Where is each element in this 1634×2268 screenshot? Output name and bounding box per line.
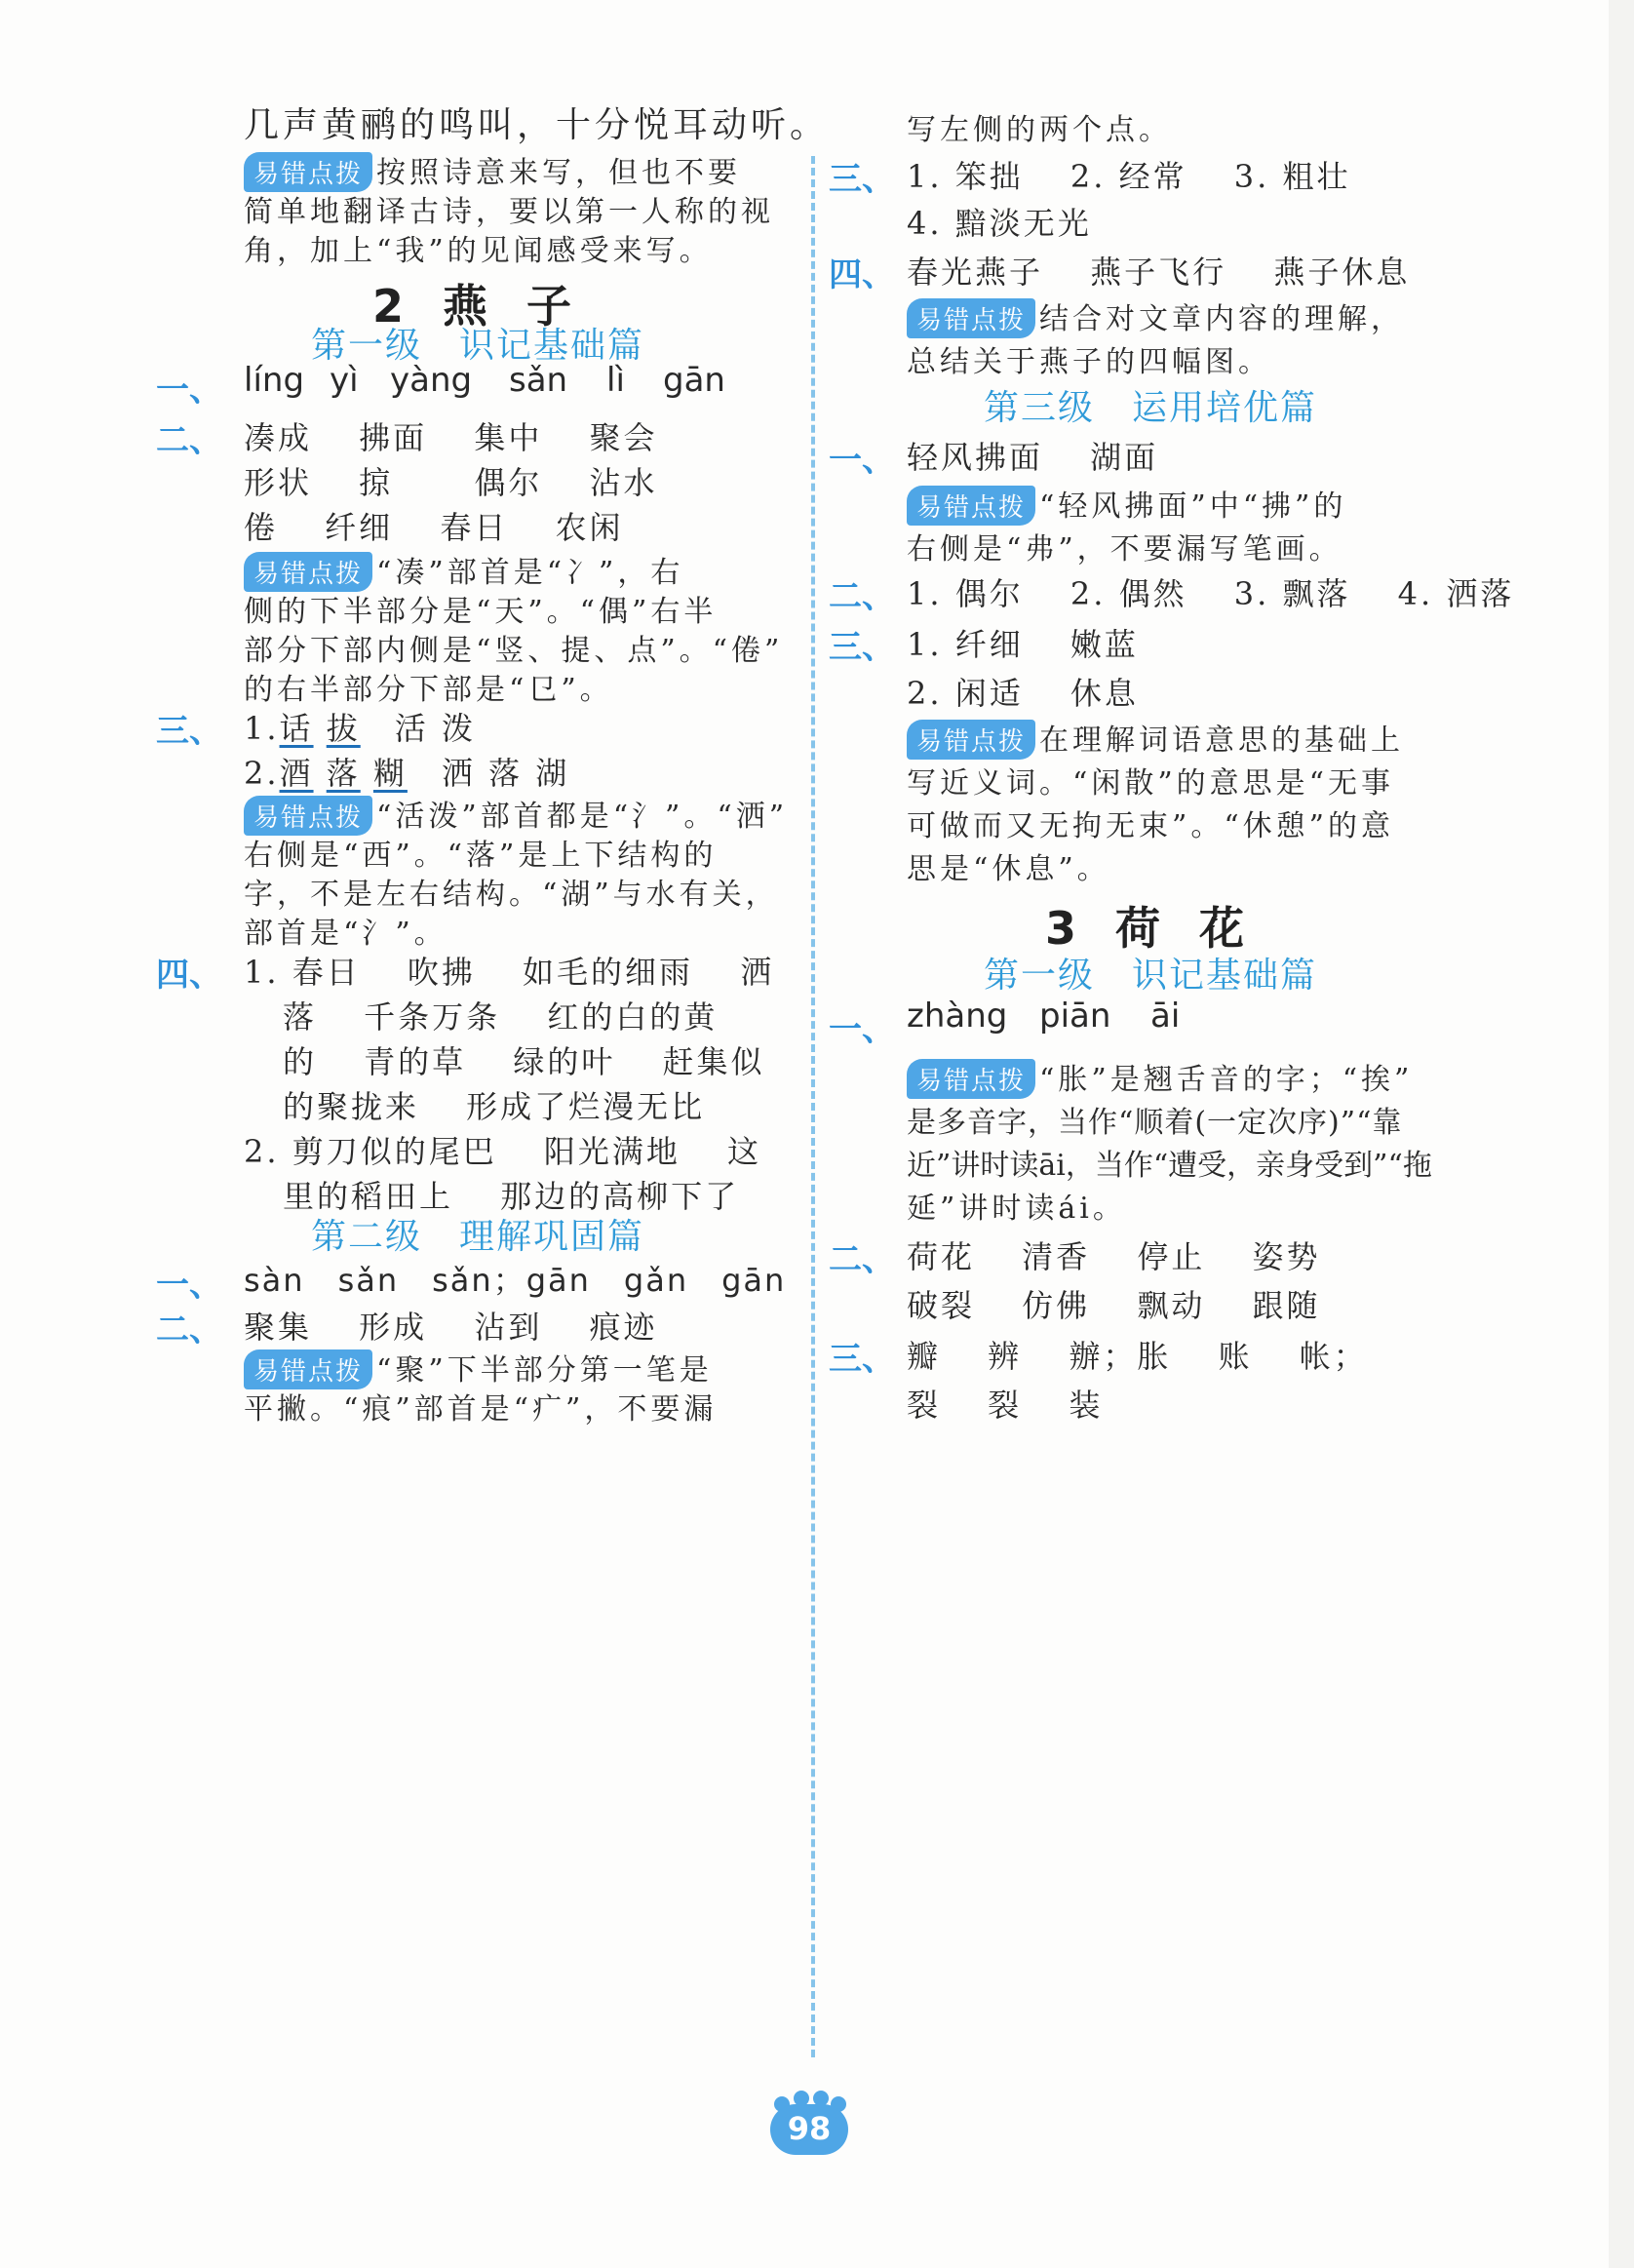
- question-number: 二、: [156, 421, 222, 460]
- level-title: 第一级 识记基础篇: [983, 956, 1317, 996]
- tip-text: 部分下部内侧是“竖、提、点”。“倦”: [244, 634, 784, 668]
- top-line: 几声黄鹂的鸣叫，十分悦耳动听。: [244, 105, 830, 145]
- answer-line: 的 青的草 绿的叶 赶集似: [283, 1043, 765, 1080]
- answer-text: 洒 落 湖: [407, 755, 570, 792]
- underlined-char: 酒: [279, 755, 314, 792]
- pinyin-answer: sǎn: [509, 361, 568, 400]
- lesson-title: 3 荷 花: [1044, 902, 1257, 955]
- answer-line: 2. 闲适 休息: [907, 675, 1139, 712]
- tip-text: 侧的下半部分是“天”。“偶”右半: [244, 595, 718, 629]
- pinyin-answer: yì: [330, 361, 359, 400]
- tip-text: “胀”是翘舌音的字；“挨”: [1039, 1063, 1414, 1097]
- question-number: 一、: [829, 1010, 895, 1049]
- question-number: 二、: [829, 577, 895, 616]
- tip-label: 易错点拨: [244, 552, 372, 592]
- question-number: 一、: [156, 371, 222, 410]
- tip-label: 易错点拨: [907, 298, 1035, 338]
- underlined-char: 话: [279, 710, 314, 747]
- tip-text: 写近义词。“闲散”的意思是“无事: [907, 766, 1395, 801]
- underlined-char: 拔: [326, 710, 361, 747]
- tip-text: 写左侧的两个点。: [907, 113, 1172, 147]
- page-number-badge: [770, 2096, 848, 2155]
- pinyin-answer: yàng: [390, 361, 473, 400]
- tip-text: 右侧是“弗”，不要漏写笔画。: [907, 532, 1342, 567]
- item-number: 1.: [244, 710, 280, 747]
- tip-paragraph: [244, 148, 741, 192]
- answer-line: 聚集 形成 沾到 痕迹: [244, 1309, 658, 1346]
- underlined-char: 落: [326, 755, 361, 792]
- answer-line: 凑成 拂面 集中 聚会: [244, 419, 658, 456]
- answer-text: 活 泼: [360, 710, 476, 747]
- level-title: 第一级 识记基础篇: [310, 326, 644, 366]
- tip-text: 部首是“氵”。: [244, 917, 447, 951]
- tip-paragraph: [907, 294, 1404, 338]
- question-number: 二、: [829, 1240, 895, 1279]
- underlined-char: 糊: [372, 755, 408, 792]
- answer-line: 轻风拂面 湖面: [907, 439, 1159, 476]
- answer-line: 2. 剪刀似的尾巴 阳光满地 这: [244, 1133, 762, 1170]
- tip-text: 平撇。“痕”部首是“疒”，不要漏: [244, 1392, 718, 1427]
- question-number: 三、: [156, 712, 222, 751]
- question-number: 一、: [829, 441, 895, 480]
- pinyin-answer: gān: [663, 361, 725, 400]
- question-number: 一、: [156, 1266, 222, 1305]
- tip-text: 的右半部分下部是“㔾”。: [244, 673, 613, 707]
- answer-line: 1. 纤细 嫩蓝: [907, 626, 1139, 663]
- answer-line: [244, 749, 569, 794]
- pinyin-answer: piān: [1039, 997, 1111, 1036]
- question-number: 三、: [829, 628, 895, 667]
- tip-text: 结合对文章内容的理解，: [1039, 302, 1405, 336]
- answer-line: 落 千条万条 红的白的黄: [283, 998, 719, 1036]
- tip-label: 易错点拨: [907, 1059, 1035, 1099]
- tip-paragraph: [244, 548, 683, 592]
- lesson-title: 2 燕 子: [371, 280, 584, 332]
- answer-line: 1. 春日 吹拂 如毛的细雨 洒: [244, 954, 775, 991]
- pinyin-answer: lì: [606, 361, 625, 400]
- tip-label: 易错点拨: [907, 486, 1035, 526]
- tip-text: 字，不是左右结构。“湖”与水有关，: [244, 878, 779, 912]
- answer-line: 瓣 辨 辦；胀 账 帐；: [907, 1338, 1368, 1375]
- tip-text: 思是“休息”。: [907, 852, 1110, 886]
- tip-text: 延”讲时读ái。: [907, 1192, 1126, 1226]
- answer-line: 4. 黯淡无光: [907, 205, 1092, 242]
- tip-label: 易错点拨: [244, 796, 372, 836]
- answer-line: sàn sǎn sǎn；gān gǎn gān: [244, 1262, 787, 1299]
- answer-line: 春光燕子 燕子飞行 燕子休息: [907, 254, 1411, 291]
- tip-text: “聚”下半部分第一笔是: [376, 1353, 713, 1388]
- tip-label: 易错点拨: [907, 720, 1035, 760]
- tip-text: 按照诗意来写，但也不要: [376, 156, 742, 190]
- item-number: 2.: [244, 755, 280, 792]
- answer-line: 的聚拢来 形成了烂漫无比: [283, 1088, 706, 1125]
- answer-line: 1. 偶尔 2. 偶然 3. 飘落 4. 洒落: [907, 575, 1515, 612]
- tip-paragraph: [244, 792, 788, 836]
- pinyin-answer: zhàng: [907, 997, 1008, 1036]
- tip-paragraph: [907, 482, 1346, 526]
- tip-text: 角，加上“我”的见闻感受来写。: [244, 234, 713, 268]
- level-title: 第三级 运用培优篇: [983, 388, 1317, 428]
- pinyin-answer: líng: [244, 361, 305, 400]
- answer-line: 荷花 清香 停止 姿势: [907, 1238, 1321, 1275]
- answer-line: [244, 704, 476, 749]
- question-number: 二、: [156, 1310, 222, 1349]
- answer-line: 1. 笨拙 2. 经常 3. 粗壮: [907, 158, 1351, 195]
- tip-paragraph: [907, 1055, 1413, 1099]
- answer-line: 形状 掠 偶尔 沾水: [244, 464, 658, 501]
- answer-line: 倦 纤细 春日 农闲: [244, 509, 624, 546]
- question-number: 四、: [829, 255, 895, 294]
- level-title: 第二级 理解巩固篇: [310, 1217, 644, 1257]
- tip-paragraph: [244, 1346, 713, 1389]
- tip-text: 右侧是“西”。“落”是上下结构的: [244, 839, 718, 873]
- answer-line: 裂 裂 装: [907, 1387, 1104, 1424]
- pinyin-answer: āi: [1150, 997, 1181, 1036]
- tip-text: 近”讲时读āi，当作“遭受，亲身受到”“拖: [907, 1149, 1432, 1183]
- tip-text: 在理解词语意思的基础上: [1039, 723, 1405, 758]
- tip-text: 总结关于燕子的四幅图。: [907, 345, 1271, 379]
- page-number: 98: [787, 2110, 832, 2147]
- tip-paragraph: [907, 716, 1404, 760]
- tip-text: 可做而又无拘无束”。“休憩”的意: [907, 809, 1395, 843]
- question-number: 三、: [829, 1340, 895, 1379]
- column-divider: [811, 156, 815, 2057]
- tip-text: “活泼”部首都是“氵”。“洒”: [376, 800, 789, 834]
- answer-line: 里的稻田上 那边的高柳下了: [283, 1178, 740, 1215]
- tip-text: 是多音字，当作“顺着(一定次序)”“靠: [907, 1106, 1403, 1140]
- question-number: 三、: [829, 160, 895, 199]
- tip-text: 简单地翻译古诗，要以第一人称的视: [244, 195, 774, 229]
- answer-line: 破裂 仿佛 飘动 跟随: [907, 1287, 1321, 1324]
- tip-label: 易错点拨: [244, 1349, 372, 1389]
- tip-text: “轻风拂面”中“拂”的: [1039, 489, 1347, 524]
- tip-label: 易错点拨: [244, 152, 372, 192]
- tip-text: “凑”部首是“冫”，右: [376, 556, 684, 590]
- question-number: 四、: [156, 956, 222, 995]
